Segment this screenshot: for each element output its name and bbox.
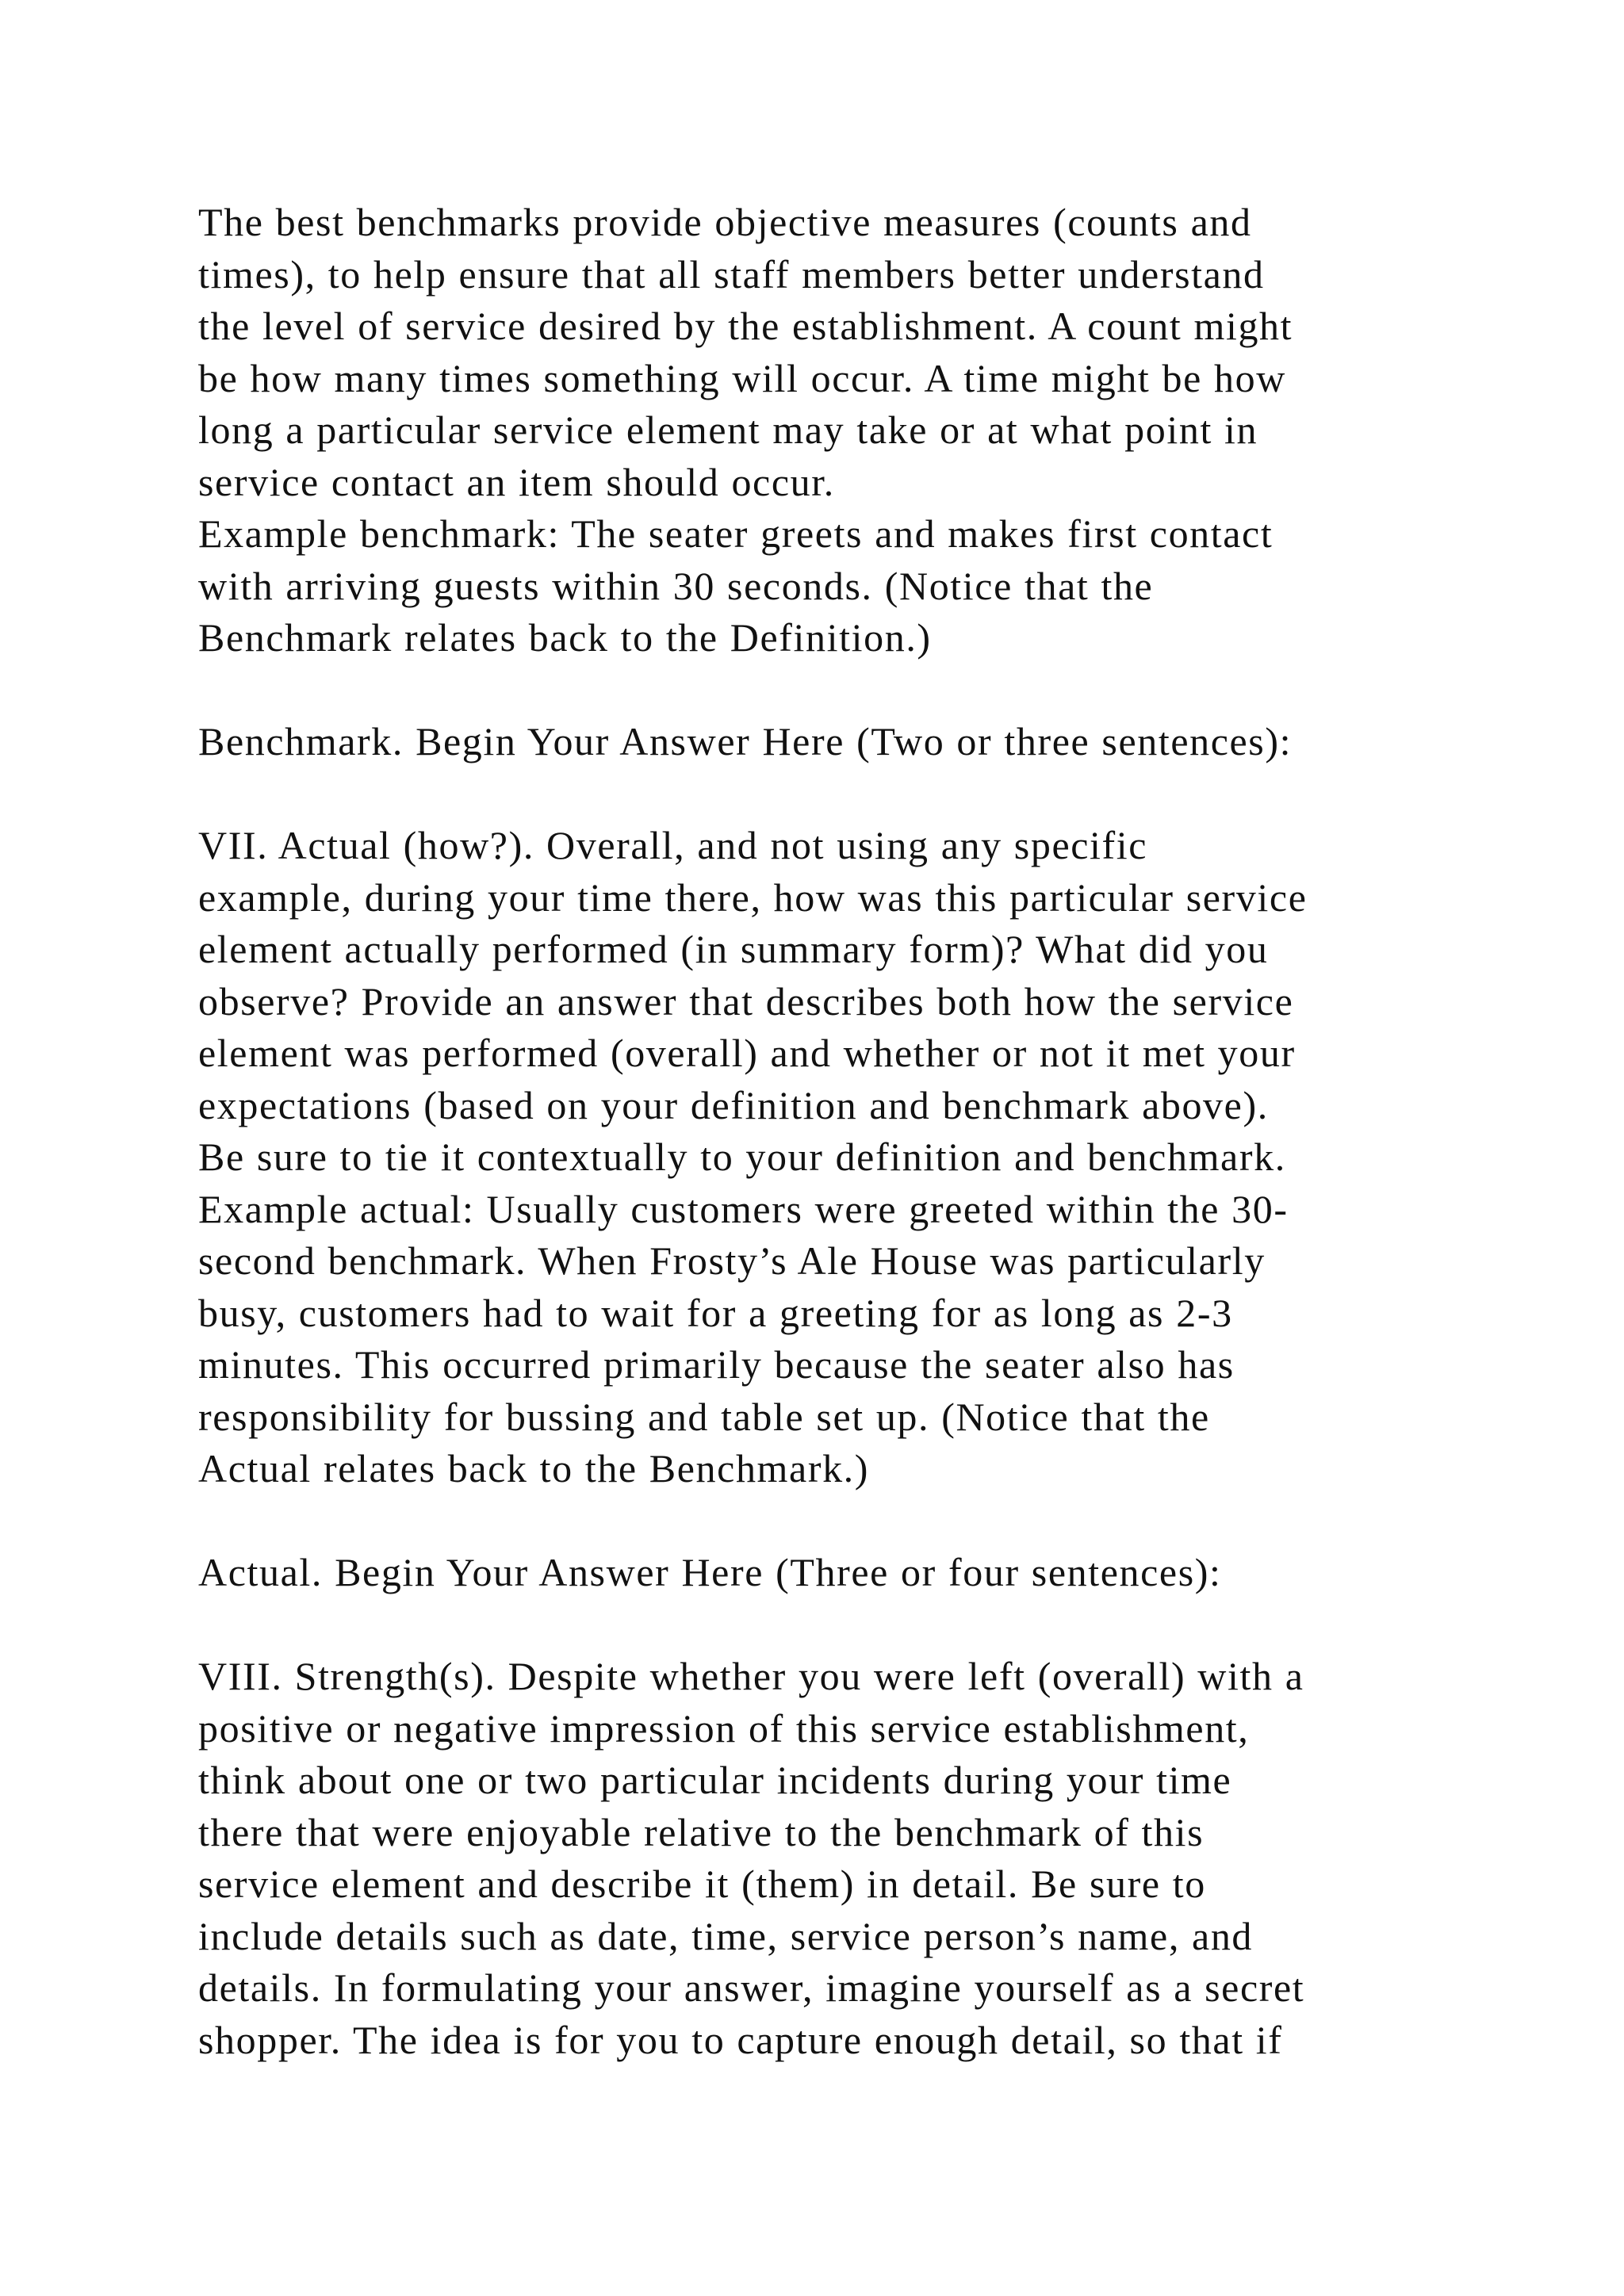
section-viii-line-8: shopper. The idea is for you to capture enough detail, so that if <box>198 2017 1283 2062</box>
section-viii-line-3: think about one or two particular incidents during your time <box>198 1758 1232 1802</box>
example-actual-line-1: Example actual: Usually customers were greeted within the 30- <box>198 1186 1289 1231</box>
paragraph-benchmarks-line-4: be how many times something will occur. A time might be how <box>198 355 1286 400</box>
example-actual-line-3: busy, customers had to wait for a greeting for as long as 2-3 <box>198 1290 1233 1335</box>
blank-line <box>198 1495 1483 1548</box>
paragraph-benchmarks-line-5: long a particular service element may take or at what point in <box>198 408 1258 452</box>
section-vii-line-1: VII. Actual (how?). Overall, and not using any specific <box>198 823 1148 867</box>
blank-line <box>198 768 1483 821</box>
section-viii-line-1: VIII. Strength(s). Despite whether you were left (overall) with a <box>198 1654 1304 1698</box>
section-viii-line-5: service element and describe it (them) in detail. Be sure to <box>198 1862 1206 1906</box>
section-vii-line-2: example, during your time there, how was this particular service <box>198 874 1308 920</box>
example-benchmark-line-1: Example benchmark: The seater greets and makes first contact <box>198 511 1274 556</box>
example-benchmark-line-3: Benchmark relates back to the Definition.) <box>198 615 932 660</box>
section-viii-line-7: details. In formulating your answer, imagine yourself as a secret <box>198 1965 1305 2010</box>
example-actual-line-6: Actual relates back to the Benchmark.) <box>198 1446 870 1490</box>
example-actual-line-2: second benchmark. When Frosty’s Ale House was particularly <box>198 1238 1266 1283</box>
paragraph-benchmarks-line-3: the level of service desired by the establishment. A count might <box>198 304 1293 348</box>
actual-answer-prompt: Actual. Begin Your Answer Here (Three or four sentences): <box>198 1550 1222 1594</box>
example-benchmark-line-2: with arriving guests within 30 seconds. (Notice that the <box>198 563 1154 608</box>
paragraph-benchmarks-line-2: times), to help ensure that all staff members better understand <box>198 251 1265 297</box>
section-vii-line-4: observe? Provide an answer that describes both how the service <box>198 978 1294 1024</box>
benchmark-answer-prompt: Benchmark. Begin Your Answer Here (Two or three sentences): <box>198 719 1293 763</box>
example-actual-line-5: responsibility for bussing and table set up. (Notice that the <box>198 1394 1210 1439</box>
section-vii-line-3: element actually performed (in summary form)? What did you <box>198 927 1269 971</box>
section-viii-line-6: include details such as date, time, service person’s name, and <box>198 1913 1254 1958</box>
section-vii-line-7: Be sure to tie it contextually to your definition and benchmark. <box>198 1135 1286 1179</box>
section-vii-line-5: element was performed (overall) and whether or not it met your <box>198 1031 1296 1075</box>
blank-line <box>198 1599 1483 1651</box>
example-actual-line-4: minutes. This occurred primarily because the seater also has <box>198 1342 1235 1387</box>
section-vii-line-6: expectations (based on your definition and benchmark above). <box>198 1082 1269 1127</box>
paragraph-benchmarks-line-6: service contact an item should occur. <box>198 459 835 504</box>
paragraph-benchmarks-line-1: The best benchmarks provide objective measures (counts and <box>198 200 1252 244</box>
section-viii-line-4: there that were enjoyable relative to the benchmark of this <box>198 1809 1205 1854</box>
section-viii-line-2: positive or negative impression of this service establishment, <box>198 1705 1250 1751</box>
document-body <box>198 197 1483 2066</box>
blank-line <box>198 664 1483 717</box>
